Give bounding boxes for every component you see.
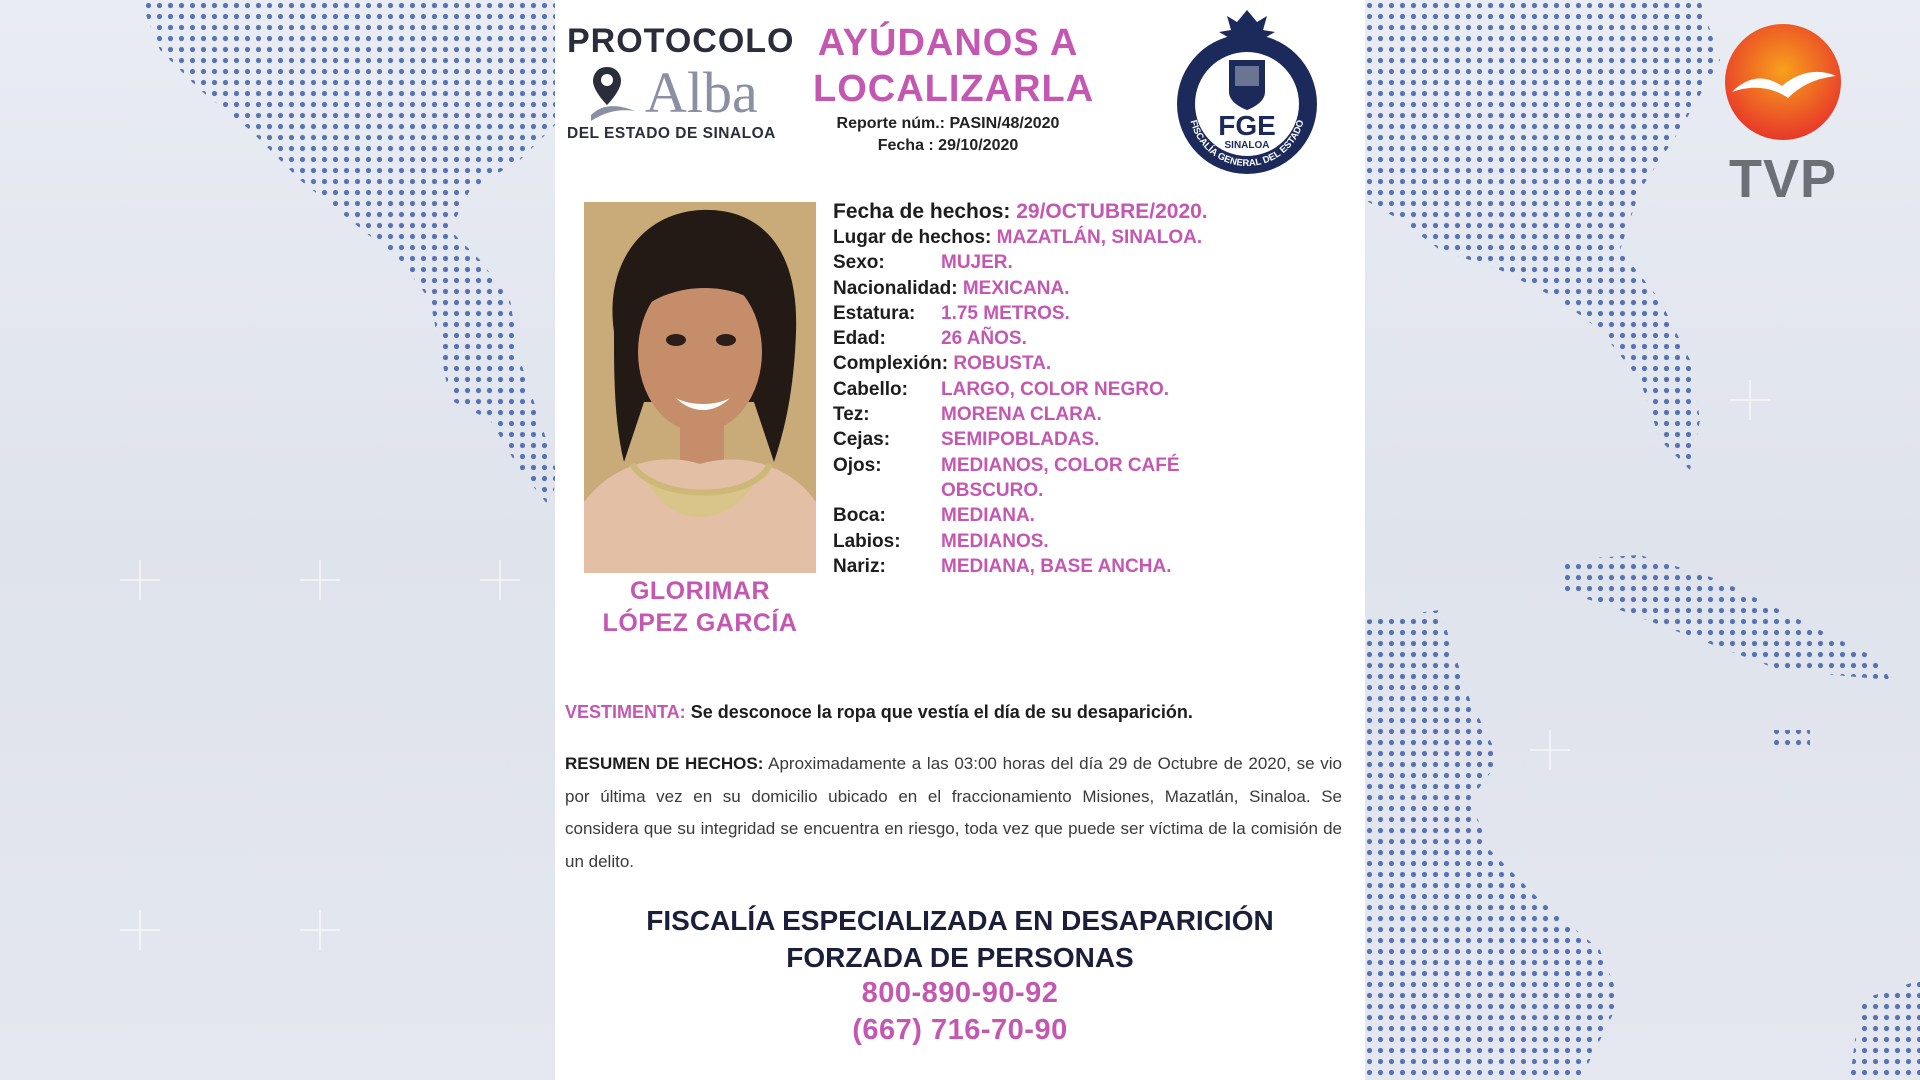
fact-value: MEDIANA, BASE ANCHA. bbox=[941, 555, 1172, 577]
fact-label: Tez: bbox=[833, 404, 870, 426]
fact-eyebrows bbox=[833, 427, 1353, 452]
fact-value: ROBUSTA. bbox=[953, 353, 1052, 375]
fact-eyes bbox=[833, 453, 1353, 504]
phone-number-2: (667) 716-70-90 bbox=[852, 1014, 1068, 1046]
missing-person-poster bbox=[555, 0, 1365, 1080]
clothing-text: Se desconoce la ropa que vestía el día de su desaparición. bbox=[690, 702, 1193, 722]
title-line-1: AYÚDANOS A bbox=[817, 22, 1079, 64]
fact-value: MUJER. bbox=[941, 252, 1013, 274]
tvp-sun-icon bbox=[1718, 20, 1848, 150]
fact-label: Nariz: bbox=[833, 555, 886, 577]
tvp-channel-logo bbox=[1718, 20, 1848, 209]
seal-fge-text: FGE bbox=[1218, 110, 1276, 141]
fact-value: MEXICANA. bbox=[962, 277, 1070, 299]
fact-value: LARGO, COLOR NEGRO. bbox=[941, 378, 1169, 400]
person-first-name: GLORIMAR bbox=[629, 577, 771, 605]
fact-label: Labios: bbox=[833, 530, 901, 552]
fact-label: Cabello: bbox=[833, 378, 908, 400]
fact-value: MEDIANA. bbox=[941, 505, 1035, 527]
fact-value: MEDIANOS. bbox=[941, 530, 1049, 552]
tvp-logo-text: TVP bbox=[1728, 149, 1838, 209]
fact-value: MORENA CLARA. bbox=[941, 404, 1102, 426]
agency-line-2: FORZADA DE PERSONAS bbox=[786, 942, 1134, 973]
fact-hair bbox=[833, 377, 1353, 402]
fact-label: Ojos: bbox=[833, 454, 882, 476]
person-facts bbox=[833, 198, 1353, 579]
seal-ring-text: FISCALÍA GENERAL DEL ESTADO bbox=[1187, 118, 1307, 170]
clothing-section bbox=[565, 702, 1355, 723]
poster-title bbox=[813, 20, 1095, 112]
fact-label: Lugar de hechos: bbox=[833, 227, 992, 248]
person-name bbox=[567, 575, 833, 639]
report-date: Fecha : 29/10/2020 bbox=[877, 137, 1019, 154]
fact-nationality bbox=[833, 276, 1353, 301]
logo-alba-text: Alba bbox=[645, 60, 758, 125]
fact-age bbox=[833, 326, 1353, 351]
fact-date bbox=[833, 198, 1353, 225]
fact-value: MAZATLÁN, SINALOA. bbox=[996, 227, 1203, 248]
clothing-label: VESTIMENTA: bbox=[565, 702, 686, 722]
fact-height bbox=[833, 301, 1353, 326]
person-last-names: LÓPEZ GARCÍA bbox=[602, 609, 798, 637]
fact-label: Complexión: bbox=[833, 353, 949, 375]
report-info bbox=[813, 113, 1083, 157]
fact-value: SEMIPOBLADAS. bbox=[941, 429, 1100, 451]
seal-sinaloa-text: SINALOA bbox=[1224, 140, 1270, 151]
summary-text: Aproximadamente a las 03:00 horas del día 29 de Octubre de 2020, se vio por última vez en su domicilio ubicado en el fraccionamiento Misiones, Mazatlán, Sinaloa. Se considera que su integridad se encuentra en riesgo, toda vez que puede ser víctima de la comisión de un delito. bbox=[565, 754, 1342, 871]
logo-state-text: DEL ESTADO DE SINALOA bbox=[567, 125, 776, 142]
fact-sex bbox=[833, 250, 1353, 275]
phone-number-1: 800-890-90-92 bbox=[861, 977, 1059, 1009]
logo-protocolo-text: PROTOCOLO bbox=[567, 22, 795, 60]
fact-label: Fecha de hechos: bbox=[833, 200, 1011, 223]
fact-label: Edad: bbox=[833, 328, 886, 350]
portrait-illustration bbox=[584, 202, 816, 573]
fact-label: Boca: bbox=[833, 505, 886, 527]
title-line-2: LOCALIZARLA bbox=[813, 68, 1095, 110]
fact-label: Cejas: bbox=[833, 429, 891, 451]
report-number: Reporte núm.: PASIN/48/2020 bbox=[836, 115, 1060, 132]
agency-line-1: FISCALÍA ESPECIALIZADA EN DESAPARICIÓN bbox=[646, 905, 1274, 936]
fact-complexion bbox=[833, 402, 1353, 427]
fact-mouth bbox=[833, 503, 1353, 528]
fge-seal-logo bbox=[1173, 8, 1321, 176]
fact-nose bbox=[833, 554, 1353, 579]
fact-value: 29/OCTUBRE/2020. bbox=[1016, 200, 1208, 223]
protocolo-alba-logo bbox=[567, 22, 795, 143]
fact-build bbox=[833, 351, 1353, 376]
summary-label: RESUMEN DE HECHOS: bbox=[565, 754, 764, 773]
fact-place bbox=[833, 225, 1353, 250]
fact-lips bbox=[833, 529, 1353, 554]
fact-label: Sexo: bbox=[833, 252, 885, 274]
summary-section bbox=[565, 748, 1342, 878]
fact-value: 26 AÑOS. bbox=[941, 328, 1027, 350]
person-photo bbox=[584, 202, 816, 573]
fact-value: MEDIANOS, COLOR CAFÉ OBSCURO. bbox=[941, 454, 1180, 501]
agency-name bbox=[555, 902, 1365, 976]
logo-alba-wordmark bbox=[567, 61, 777, 125]
map-pin-icon bbox=[589, 65, 639, 123]
fact-label: Nacionalidad: bbox=[833, 277, 958, 299]
fact-value: 1.75 METROS. bbox=[941, 302, 1070, 324]
fact-label: Estatura: bbox=[833, 302, 916, 324]
